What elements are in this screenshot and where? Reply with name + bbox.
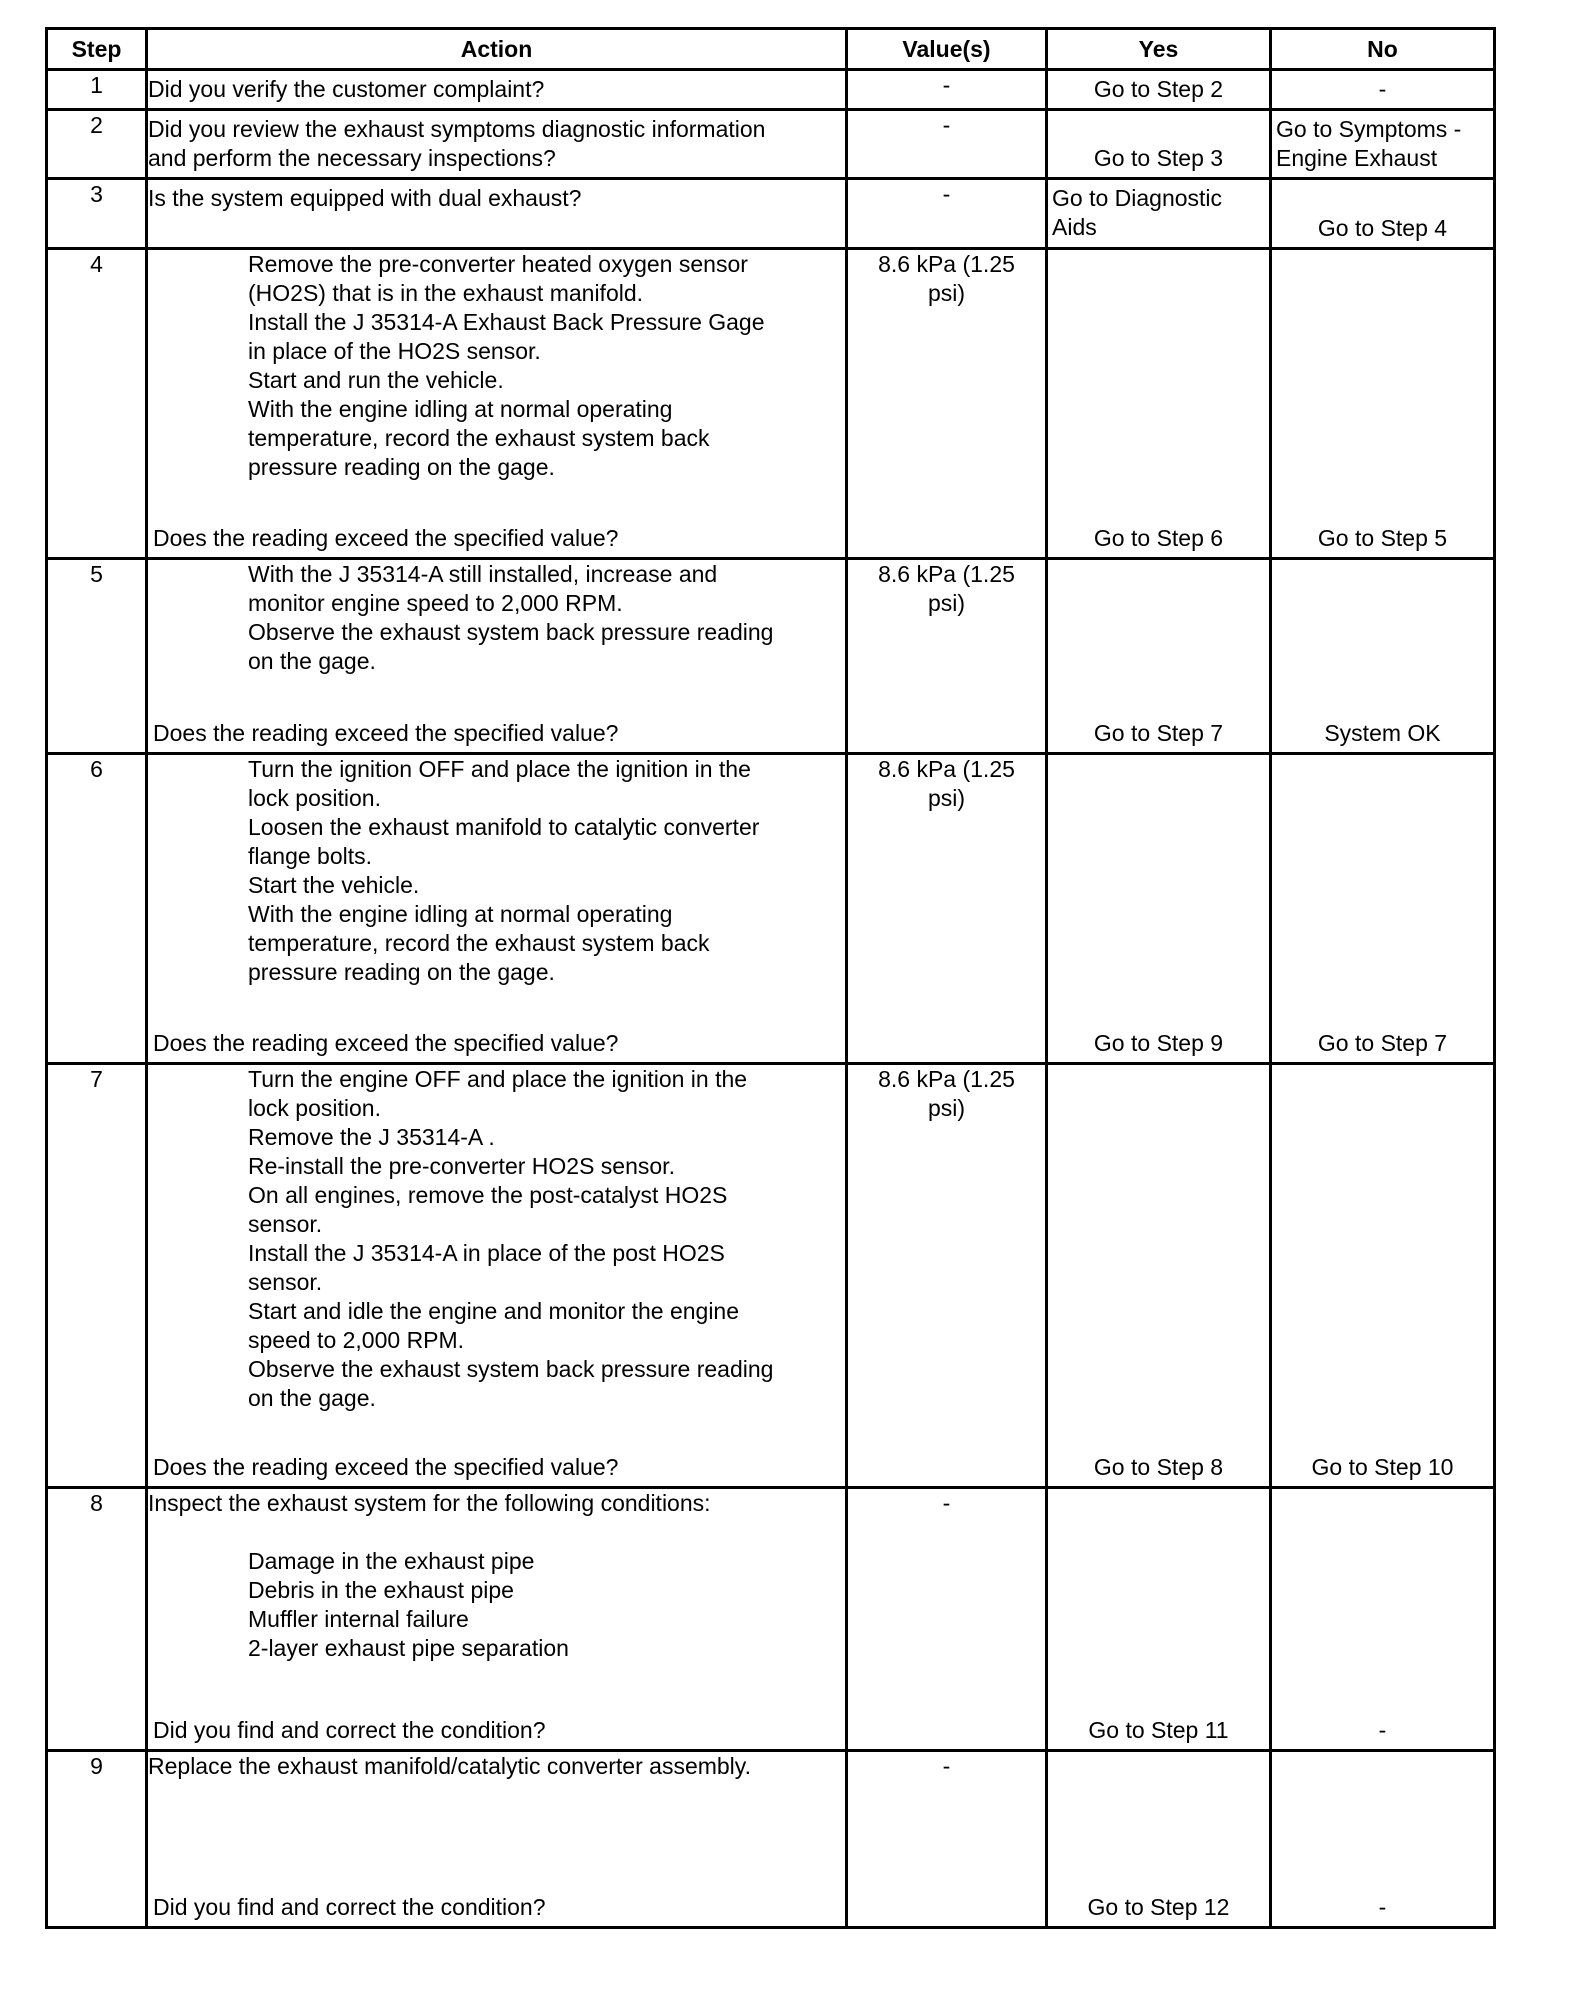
header-step: Step xyxy=(47,29,147,70)
no-text: Go to Step 5 xyxy=(1317,525,1448,551)
instruction-line: Loosen the exhaust manifold to catalytic converter xyxy=(248,814,760,840)
yes-text: Go to Step 3 xyxy=(1093,145,1224,171)
yes-cell xyxy=(1047,249,1271,559)
no-text: Go to Step 4 xyxy=(1317,215,1448,241)
instruction-line: Muffler internal failure xyxy=(248,1606,469,1632)
yes-text: Go to Step 9 xyxy=(1093,1030,1224,1056)
value-cell: - xyxy=(847,1488,1047,1751)
yes-text: Go to Step 6 xyxy=(1093,525,1224,551)
value-line: 8.6 kPa (1.25 xyxy=(878,251,1015,277)
step-number: 2 xyxy=(47,110,147,179)
step-number: 9 xyxy=(47,1751,147,1928)
instruction-line: pressure reading on the gage. xyxy=(248,454,555,480)
no-line: Engine Exhaust xyxy=(1276,145,1438,171)
instruction-line: With the J 35314-A still installed, increase and xyxy=(248,561,718,587)
question-text: Does the reading exceed the specified value? xyxy=(153,525,619,551)
value-line: 8.6 kPa (1.25 xyxy=(878,1066,1015,1092)
header-row xyxy=(47,29,1495,70)
action-cell xyxy=(147,249,847,559)
no-cell xyxy=(1271,249,1495,559)
instruction-line: Observe the exhaust system back pressure reading xyxy=(248,1356,774,1382)
no-cell xyxy=(1271,754,1495,1064)
instruction-line: With the engine idling at normal operating xyxy=(248,396,673,422)
table-row xyxy=(47,110,1495,179)
question-text: Did you find and correct the condition? xyxy=(153,1717,546,1743)
no-cell xyxy=(1271,559,1495,754)
step-number: 1 xyxy=(47,70,147,110)
instruction-line: lock position. xyxy=(248,1095,381,1121)
step-number: 8 xyxy=(47,1488,147,1751)
no-text: Go to Step 10 xyxy=(1311,1454,1454,1480)
yes-text: Go to Step 7 xyxy=(1093,720,1224,746)
instruction-line: Debris in the exhaust pipe xyxy=(248,1577,514,1603)
instruction-line: 2-layer exhaust pipe separation xyxy=(248,1635,569,1661)
instruction-line: Turn the ignition OFF and place the ignition in the xyxy=(248,756,751,782)
yes-cell xyxy=(1047,754,1271,1064)
instruction-line: Re-install the pre-converter HO2S sensor. xyxy=(248,1153,675,1179)
yes-cell: Go to Step 2 xyxy=(1047,70,1271,110)
instruction-line: sensor. xyxy=(248,1269,323,1295)
no-cell xyxy=(1271,179,1495,249)
action-cell xyxy=(147,179,847,249)
value-cell xyxy=(847,559,1047,754)
action-cell xyxy=(147,70,847,110)
yes-cell xyxy=(1047,1751,1271,1928)
question-text: Does the reading exceed the specified value? xyxy=(153,1030,619,1056)
instruction-line: Start and idle the engine and monitor the engine xyxy=(248,1298,740,1324)
instruction-line: On all engines, remove the post-catalyst HO2S xyxy=(248,1182,728,1208)
instruction-line: pressure reading on the gage. xyxy=(248,959,555,985)
step-number: 5 xyxy=(47,559,147,754)
step-number: 4 xyxy=(47,249,147,559)
no-cell: - xyxy=(1271,70,1495,110)
table-row xyxy=(47,249,1495,559)
value-line: psi) xyxy=(927,785,966,811)
instruction-line: With the engine idling at normal operating xyxy=(248,901,673,927)
yes-line: Aids xyxy=(1052,214,1097,240)
question-line: and perform the necessary inspections? xyxy=(148,145,556,171)
instruction-line: Install the J 35314-A Exhaust Back Pressure Gage xyxy=(248,309,765,335)
value-cell: - xyxy=(847,1751,1047,1928)
yes-cell xyxy=(1047,1488,1271,1751)
action-cell xyxy=(147,754,847,1064)
value-cell: - xyxy=(847,70,1047,110)
yes-text: Go to Step 11 xyxy=(1088,1717,1229,1743)
table-row xyxy=(47,1064,1495,1488)
instruction-line: sensor. xyxy=(248,1211,323,1237)
no-text: - xyxy=(1378,1894,1387,1920)
instruction-line: on the gage. xyxy=(248,648,376,674)
yes-cell xyxy=(1047,110,1271,179)
value-cell: - xyxy=(847,179,1047,249)
no-line: Go to Symptoms - xyxy=(1276,116,1462,142)
table-row xyxy=(47,1488,1495,1751)
question-text: Did you verify the customer complaint? xyxy=(148,76,545,102)
table-row xyxy=(47,1751,1495,1928)
instruction-line: Start the vehicle. xyxy=(248,872,420,898)
question-text: Did you find and correct the condition? xyxy=(153,1894,546,1920)
table-row xyxy=(47,559,1495,754)
question-text: Does the reading exceed the specified value? xyxy=(153,720,619,746)
value-cell xyxy=(847,249,1047,559)
table-row xyxy=(47,754,1495,1064)
value-line: 8.6 kPa (1.25 xyxy=(878,756,1015,782)
no-text: System OK xyxy=(1324,720,1441,746)
action-cell xyxy=(147,1751,847,1928)
value-line: psi) xyxy=(927,590,966,616)
yes-cell xyxy=(1047,1064,1271,1488)
instruction-line: Damage in the exhaust pipe xyxy=(248,1548,535,1574)
yes-text: Go to Step 8 xyxy=(1093,1454,1224,1480)
table-row xyxy=(47,70,1495,110)
diagnostic-table xyxy=(45,27,1496,1929)
instruction-line: Turn the engine OFF and place the ignition in the xyxy=(248,1066,748,1092)
instruction-line: in place of the HO2S sensor. xyxy=(248,338,541,364)
question-line: Did you review the exhaust symptoms diagnostic information xyxy=(148,116,766,142)
question-text: Is the system equipped with dual exhaust? xyxy=(148,185,582,211)
yes-cell xyxy=(1047,559,1271,754)
yes-text: Go to Step 12 xyxy=(1087,1894,1230,1920)
action-cell xyxy=(147,1488,847,1751)
intro-text: Replace the exhaust manifold/catalytic converter assembly. xyxy=(148,1753,751,1779)
value-cell xyxy=(847,1064,1047,1488)
yes-line: Go to Diagnostic xyxy=(1052,185,1223,211)
no-cell xyxy=(1271,110,1495,179)
action-cell xyxy=(147,1064,847,1488)
question-text: Does the reading exceed the specified value? xyxy=(153,1454,619,1480)
instruction-line: Remove the pre-converter heated oxygen sensor xyxy=(248,251,748,277)
value-line: psi) xyxy=(927,1095,966,1121)
intro-text: Inspect the exhaust system for the following conditions: xyxy=(148,1490,711,1516)
instruction-line: Start and run the vehicle. xyxy=(248,367,504,393)
value-cell: - xyxy=(847,110,1047,179)
header-no: No xyxy=(1271,29,1495,70)
step-number: 6 xyxy=(47,754,147,1064)
instruction-line: (HO2S) that is in the exhaust manifold. xyxy=(248,280,644,306)
instruction-line: temperature, record the exhaust system back xyxy=(248,425,710,451)
instruction-line: Remove the J 35314-A . xyxy=(248,1124,495,1150)
step-number: 7 xyxy=(47,1064,147,1488)
no-text: - xyxy=(1378,1717,1387,1743)
no-cell xyxy=(1271,1064,1495,1488)
instruction-line: Observe the exhaust system back pressure reading xyxy=(248,619,774,645)
no-cell xyxy=(1271,1488,1495,1751)
instruction-line: temperature, record the exhaust system back xyxy=(248,930,710,956)
no-text: Go to Step 7 xyxy=(1317,1030,1448,1056)
table-row xyxy=(47,179,1495,249)
action-cell xyxy=(147,559,847,754)
instruction-line: lock position. xyxy=(248,785,381,811)
no-cell xyxy=(1271,1751,1495,1928)
instruction-line: monitor engine speed to 2,000 RPM. xyxy=(248,590,623,616)
yes-cell xyxy=(1047,179,1271,249)
step-number: 3 xyxy=(47,179,147,249)
header-values: Value(s) xyxy=(847,29,1047,70)
instruction-line: speed to 2,000 RPM. xyxy=(248,1327,465,1353)
instruction-line: Install the J 35314-A in place of the post HO2S xyxy=(248,1240,725,1266)
action-cell xyxy=(147,110,847,179)
value-line: 8.6 kPa (1.25 xyxy=(878,561,1015,587)
header-action: Action xyxy=(147,29,847,70)
header-yes: Yes xyxy=(1047,29,1271,70)
value-line: psi) xyxy=(927,280,966,306)
value-cell xyxy=(847,754,1047,1064)
instruction-line: on the gage. xyxy=(248,1385,376,1411)
instruction-line: flange bolts. xyxy=(248,843,373,869)
